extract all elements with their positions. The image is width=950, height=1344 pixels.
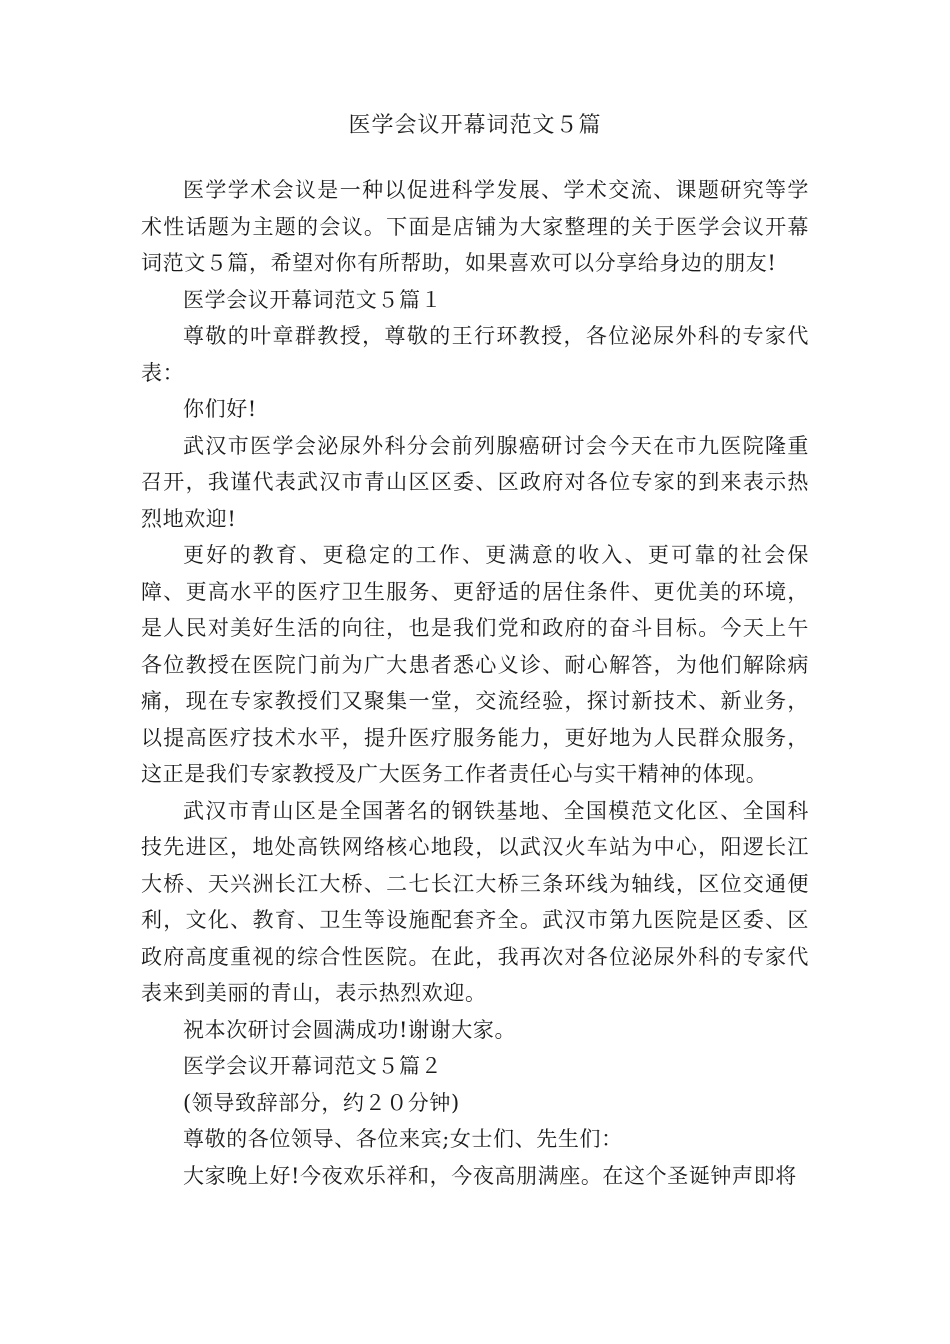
section-heading-2: 医学会议开幕词范文５篇２ xyxy=(183,1054,443,1078)
paragraph-greeting: 你们好! xyxy=(183,397,257,421)
section-heading-1: 医学会议开幕词范文５篇１ xyxy=(183,287,443,312)
paragraph-welcome: 武汉市医学会泌尿外科分会前列腺癌研讨会今天在市九医院隆重召开，我谨代表武汉市青山区区委、区政府对各位专家的到来表示热烈地欢迎! xyxy=(141,433,809,531)
paragraph-closing: 祝本次研讨会圆满成功!谢谢大家。 xyxy=(183,1017,517,1042)
document-title: 医学会议开幕词范文５篇 xyxy=(348,113,602,138)
paragraph-note: (领导致辞部分，约２０分钟) xyxy=(183,1090,460,1115)
paragraph-goals: 更好的教育、更稳定的工作、更满意的收入、更可靠的社会保障、更高水平的医疗卫生服务、更舒适的居住条件、更优美的环境，是人民对美好生活的向往，也是我们党和政府的奋斗目标。今天上午各位教授在医院门前为广大患者悉心义诊、耐心解答，为他们解除病痛，现在专家教授们又聚集一堂，交流经验，探讨新技术、新业务，以提高医疗技术水平，提升医疗服务能力，更好地为人民群众服务，这正是我们专家教授及广大医务工作者责任心与实干精神的体现。 xyxy=(141,543,809,786)
paragraph-salutation: 尊敬的叶章群教授，尊敬的王行环教授，各位泌尿外科的专家代表： xyxy=(141,324,809,385)
paragraph-salutation-2: 尊敬的各位领导、各位来宾;女士们、先生们： xyxy=(183,1127,623,1151)
paragraph-district: 武汉市青山区是全国著名的钢铁基地、全国模范文化区、全国科技先进区，地处高铁网络核心地段，以武汉火车站为中心，阳逻长江大桥、天兴洲长江大桥、二七长江大桥三条环线为轴线，区位交通便利，文化、教育、卫生等设施配套齐全。武汉市第九医院是区委、区政府高度重视的综合性医院。在此，我再次对各位泌尿外科的专家代表来到美丽的青山，表示热烈欢迎。 xyxy=(141,798,809,1005)
document-body xyxy=(141,172,809,1194)
paragraph-opening: 大家晚上好!今夜欢乐祥和，今夜高朋满座。在这个圣诞钟声即将 xyxy=(183,1163,797,1188)
paragraph-intro: 医学学术会议是一种以促进科学发展、学术交流、课题研究等学术性话题为主题的会议。下面是店铺为大家整理的关于医学会议开幕词范文５篇，希望对你有所帮助，如果喜欢可以分享给身边的朋友! xyxy=(141,178,809,275)
